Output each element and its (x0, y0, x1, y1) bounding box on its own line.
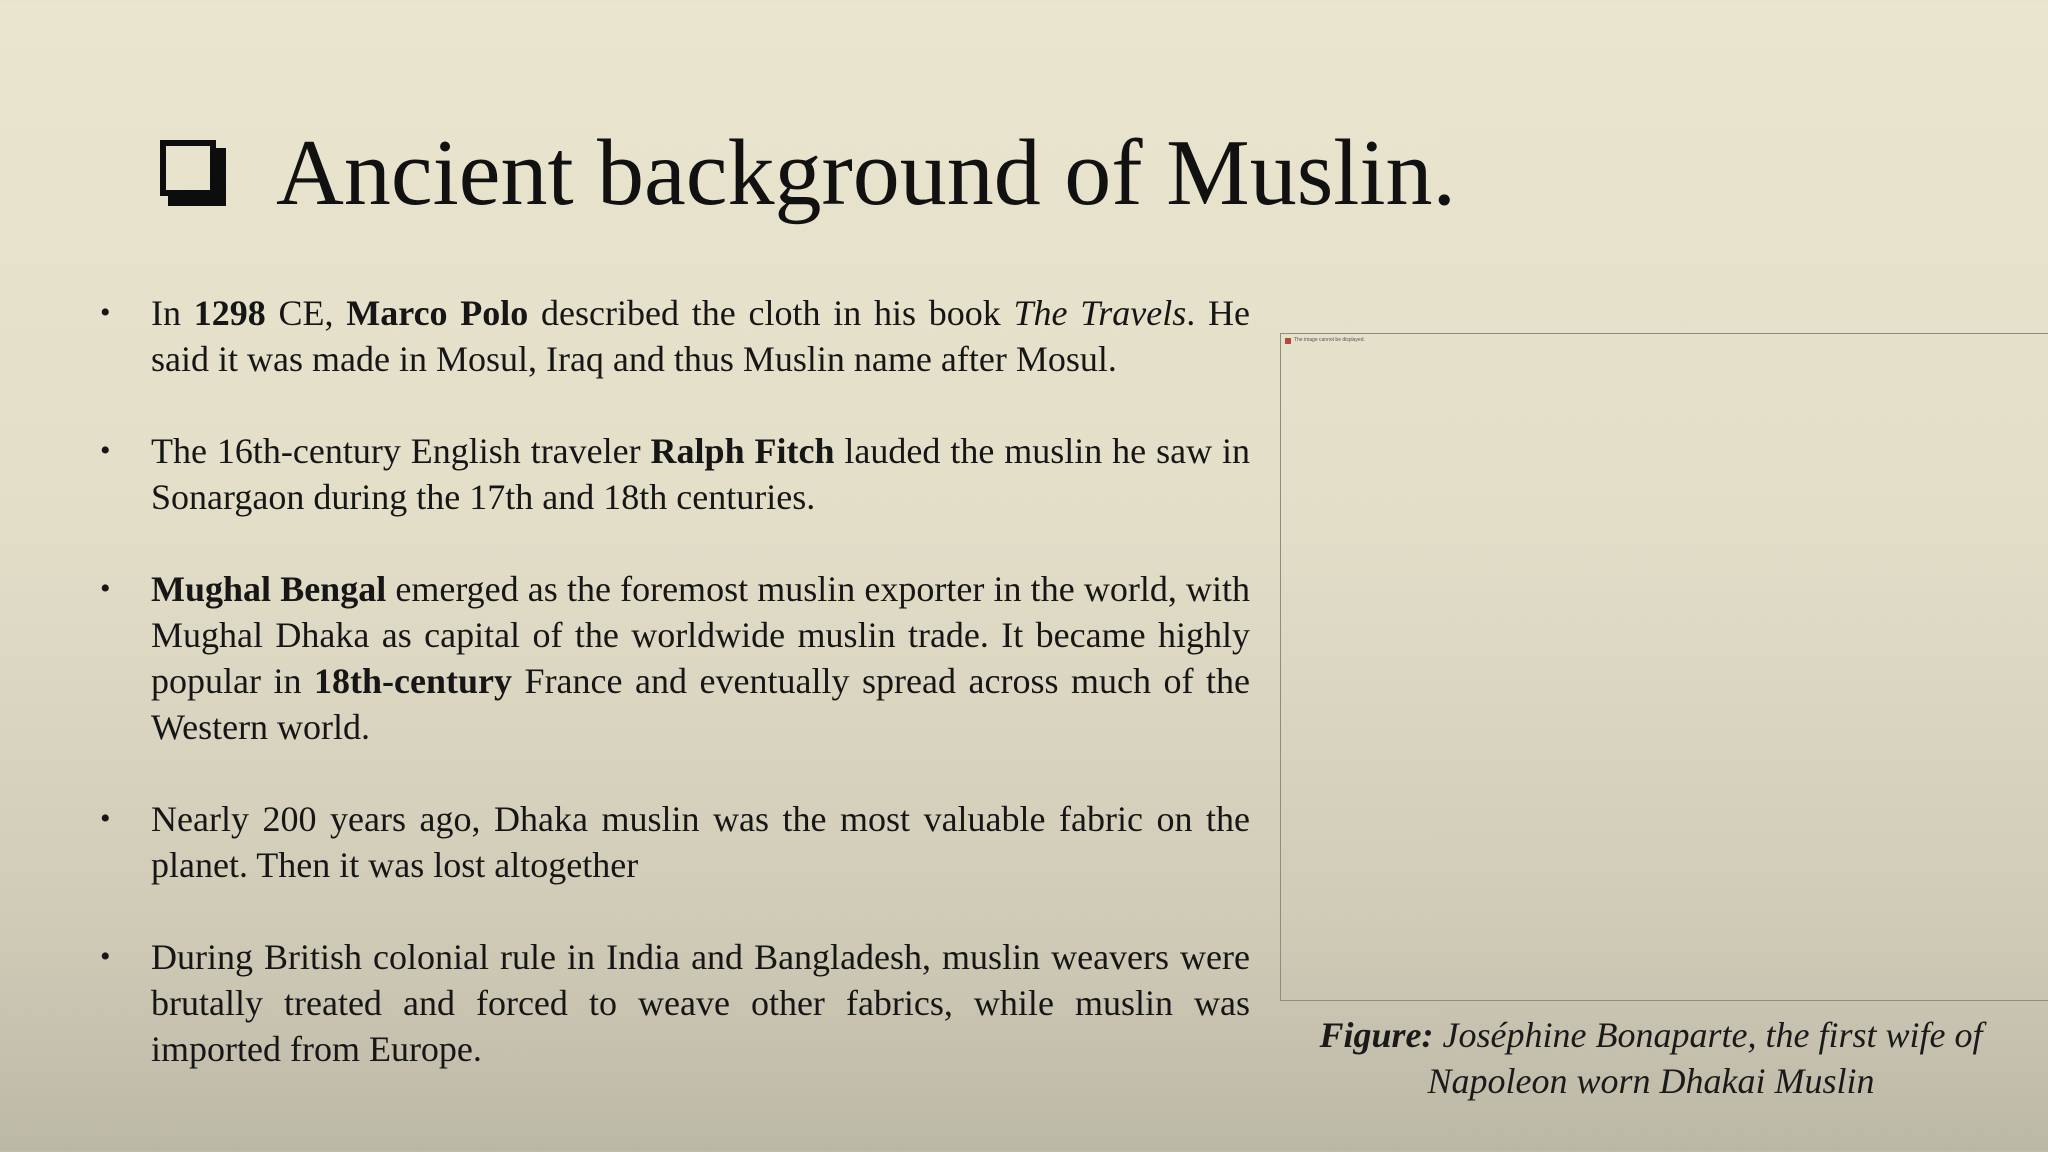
bullet-item (100, 428, 1250, 520)
bullet-text-segment: CE, (265, 293, 347, 333)
figure-caption-label: Figure: (1319, 1015, 1434, 1055)
bullet-text-segment: The Travels (1013, 293, 1187, 333)
figure-caption (1280, 1012, 2022, 1104)
bullet-text-segment: Nearly 200 years ago, Dhaka muslin was the most valuable fabric on the planet. Then it was lost altogether (151, 799, 1250, 885)
slide-title: Ancient background of Muslin. (276, 121, 1457, 225)
bullet-text-segment: 18th-century (314, 661, 513, 701)
bullet-dot-icon: • (100, 940, 111, 973)
bullet-text-segment: During British colonial rule in India and Bangladesh, muslin weavers were brutally treated and forced to weave other fabrics, while muslin was imported from Europe. (151, 937, 1250, 1069)
bullet-item (100, 566, 1250, 750)
bullet-text-segment: described the cloth in his book (528, 293, 1014, 333)
bullet-text-segment: . He said it was made in Mosul, Iraq and thus Muslin name after Mosul. (151, 293, 1250, 379)
bullet-item (100, 934, 1250, 1072)
bullet-text-segment: lauded the muslin he saw in Sonargaon during the 17th and 18th centuries. (151, 431, 1250, 517)
bullet-text-segment: 1298 (193, 293, 266, 333)
figure-image-placeholder (1280, 333, 2048, 1001)
bullet-text-segment: Ralph Fitch (650, 431, 835, 471)
bullet-text-segment: emerged as the foremost muslin exporter in the world, with Mughal Dhaka as capital of the worldwide muslin trade. It became highly popular in (151, 569, 1250, 701)
checkbox-bullet-icon (160, 140, 226, 206)
bullet-list (100, 290, 1250, 1118)
bullet-text-segment: Mughal Bengal (151, 569, 387, 609)
bullet-dot-icon: • (100, 802, 111, 835)
bullet-text-segment: Marco Polo (346, 293, 529, 333)
bullet-dot-icon: • (100, 572, 111, 605)
bullet-dot-icon: • (100, 296, 111, 329)
bullet-text-segment: In (151, 293, 194, 333)
bullet-dot-icon: • (100, 434, 111, 467)
figure-alt-text: The image cannot be displayed. (1294, 337, 1365, 343)
bullet-text-segment: France and eventually spread across much of the Western world. (151, 661, 1250, 747)
bullet-item (100, 290, 1250, 382)
broken-image-icon (1285, 338, 1291, 344)
bullet-text-segment: The 16th-century English traveler (151, 431, 651, 471)
bullet-item (100, 796, 1250, 888)
title-row (160, 118, 1456, 228)
figure-caption-text: Joséphine Bonaparte, the first wife of Napoleon worn Dhakai Muslin (1427, 1015, 1983, 1101)
